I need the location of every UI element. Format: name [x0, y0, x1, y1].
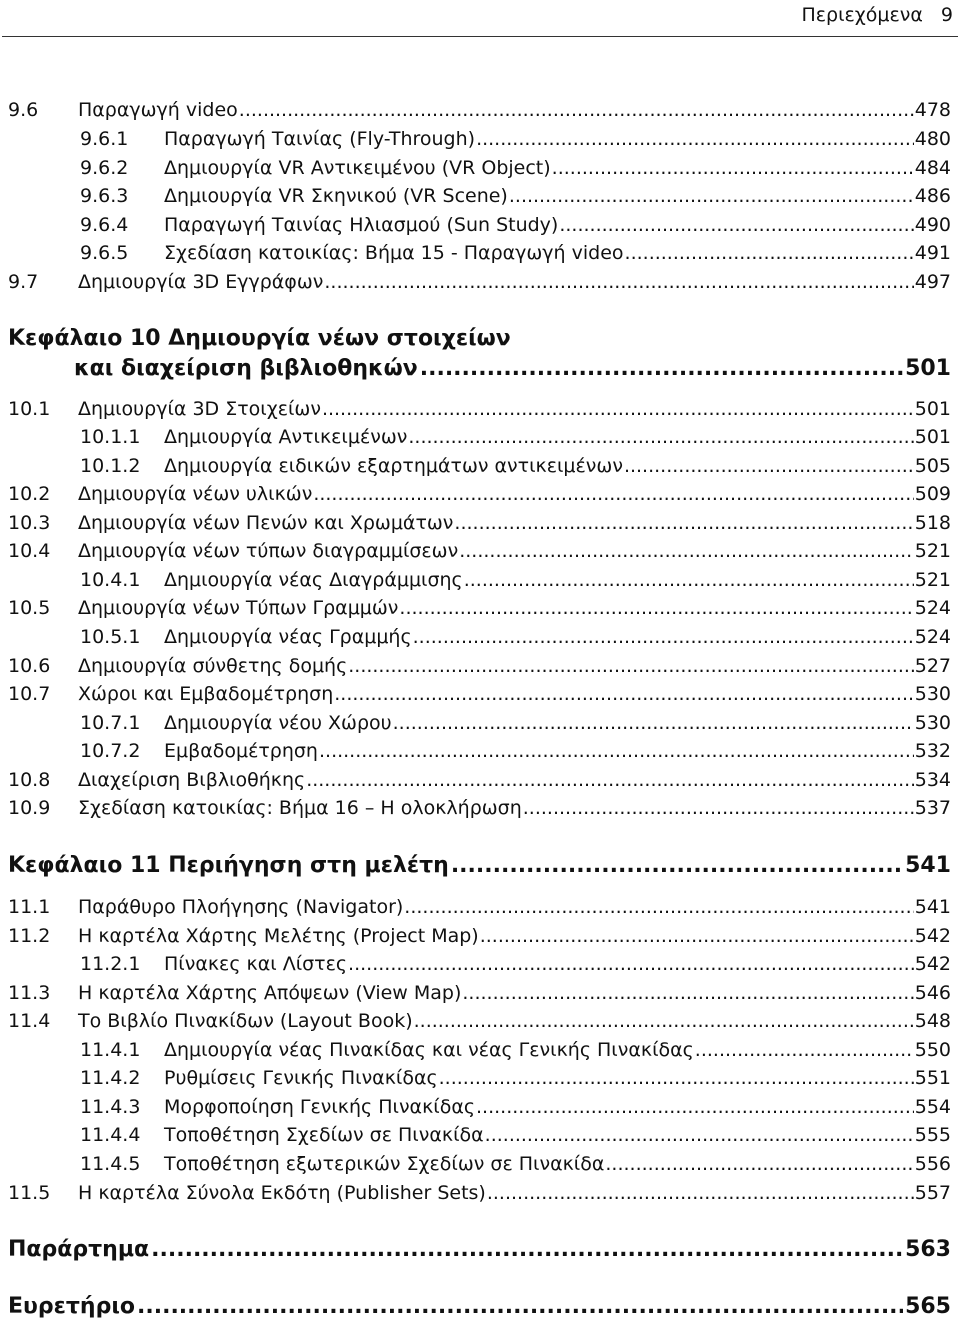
toc-entry[interactable] — [0, 566, 951, 594]
entry-page: 478 — [914, 99, 951, 121]
toc-entry[interactable] — [0, 709, 951, 737]
entry-number: 10.4.1 — [80, 569, 141, 591]
entry-title: Η καρτέλα Σύνολα Εκδότη (Publisher Sets) — [78, 1182, 486, 1204]
chapter-heading[interactable] — [8, 324, 951, 384]
chapter-page: 541 — [905, 853, 951, 878]
entry-page: 541 — [914, 896, 951, 918]
page-header — [0, 2, 953, 28]
entry-number: 11.4.3 — [80, 1096, 141, 1118]
entry-title: Εμβαδομέτρηση — [164, 740, 318, 762]
dot-leader — [413, 623, 914, 651]
toc-entry[interactable] — [0, 395, 951, 423]
dot-leader — [239, 96, 914, 124]
toc-entry[interactable] — [0, 1007, 951, 1035]
toc-entry[interactable] — [0, 154, 951, 182]
index-title: Ευρετήριο — [8, 1294, 136, 1319]
toc-entry[interactable] — [0, 268, 951, 296]
entry-number: 9.6.1 — [80, 128, 129, 150]
toc-entry[interactable] — [0, 96, 951, 124]
entry-page: 486 — [914, 185, 951, 207]
entry-number: 9.6 — [8, 99, 39, 121]
entry-title: Τοποθέτηση Σχεδίων σε Πινακίδα — [164, 1124, 484, 1146]
entry-page: 542 — [914, 925, 951, 947]
entry-number: 11.3 — [8, 982, 51, 1004]
entry-title: Δημιουργία νέων τύπων διαγραμμίσεων — [78, 540, 459, 562]
entry-title: Η καρτέλα Χάρτης Απόψεων (View Map) — [78, 982, 462, 1004]
header-page-number: 9 — [940, 4, 953, 26]
toc-entry[interactable] — [0, 950, 951, 978]
entry-number: 10.7.2 — [80, 740, 141, 762]
entry-page: 546 — [914, 982, 951, 1004]
toc-entry[interactable] — [0, 766, 951, 794]
entry-number: 9.6.4 — [80, 214, 129, 236]
entry-number: 10.5 — [8, 597, 51, 619]
entry-number: 10.2 — [8, 483, 51, 505]
entry-page: 527 — [914, 655, 951, 677]
dot-leader — [399, 594, 913, 622]
toc-entry[interactable] — [0, 737, 951, 765]
entry-number: 10.8 — [8, 769, 51, 791]
entry-page: 501 — [914, 426, 951, 448]
chapter-page: 501 — [905, 356, 951, 381]
entry-number: 10.1.2 — [80, 455, 141, 477]
entry-title: Δημιουργία νέας Γραμμής — [164, 626, 412, 648]
entry-number: 11.4.4 — [80, 1124, 141, 1146]
toc-entry[interactable] — [0, 652, 951, 680]
entry-number: 11.4.1 — [80, 1039, 141, 1061]
dot-leader — [313, 480, 913, 508]
dot-leader — [306, 766, 914, 794]
toc-entry[interactable] — [0, 452, 951, 480]
toc-entry[interactable] — [0, 125, 951, 153]
chapter-title: Κεφάλαιο 11 Περιήγηση στη μελέτη — [8, 853, 449, 878]
entry-title: Πίνακες και Λίστες — [164, 953, 348, 975]
entry-number: 11.4 — [8, 1010, 51, 1032]
toc-entry[interactable] — [0, 537, 951, 565]
entry-title: Δημιουργία 3D Εγγράφων — [78, 271, 324, 293]
toc-entry[interactable] — [0, 1121, 951, 1149]
entry-page: 521 — [914, 540, 951, 562]
dot-leader — [624, 452, 914, 480]
entry-page: 556 — [914, 1153, 951, 1175]
entry-title: Μορφοποίηση Γενικής Πινακίδας — [164, 1096, 476, 1118]
entry-title: Παραγωγή Ταινίας Ηλιασμού (Sun Study) — [164, 214, 559, 236]
entry-title: Δημιουργία VR Αντικειμένου (VR Object) — [164, 157, 551, 179]
header-rule — [2, 36, 958, 37]
entry-title: Παραγωγή video — [78, 99, 238, 121]
dot-leader — [334, 680, 913, 708]
entry-page: 550 — [914, 1039, 951, 1061]
entry-number: 10.7 — [8, 683, 51, 705]
dot-leader — [348, 950, 914, 978]
entry-title: Τοποθέτηση εξωτερικών Σχεδίων σε Πινακίδα — [164, 1153, 605, 1175]
entry-title: Δημιουργία νέου Χώρου — [164, 712, 392, 734]
entry-number: 9.6.2 — [80, 157, 129, 179]
entry-page: 524 — [914, 597, 951, 619]
toc-entry[interactable] — [0, 1179, 951, 1207]
entry-number: 11.4.5 — [80, 1153, 141, 1175]
dot-leader — [137, 1292, 903, 1322]
entry-page: 497 — [914, 271, 951, 293]
entry-title: Παραγωγή Ταινίας (Fly-Through) — [164, 128, 476, 150]
dot-leader — [625, 239, 914, 267]
entry-title: Δημιουργία νέας Πινακίδας και νέας Γενικής Πινακίδας — [164, 1039, 694, 1061]
entry-page: 542 — [914, 953, 951, 975]
entry-page: 480 — [914, 128, 951, 150]
entry-page: 484 — [914, 157, 951, 179]
dot-leader — [420, 354, 903, 384]
dot-leader — [348, 652, 914, 680]
entry-title: Παράθυρο Πλοήγησης (Navigator) — [78, 896, 404, 918]
index-heading[interactable] — [8, 1292, 951, 1322]
dot-leader — [523, 794, 914, 822]
dot-leader — [459, 537, 914, 565]
toc-entry[interactable] — [0, 794, 951, 822]
entry-number: 11.5 — [8, 1182, 51, 1204]
entry-number: 10.7.1 — [80, 712, 141, 734]
dot-leader — [487, 1179, 914, 1207]
entry-title: Η καρτέλα Χάρτης Μελέτης (Project Map) — [78, 925, 479, 947]
toc-entry[interactable] — [0, 1064, 951, 1092]
entry-number: 11.2 — [8, 925, 51, 947]
dot-leader — [605, 1150, 913, 1178]
entry-title: Δημιουργία νέας Διαγράμμισης — [164, 569, 463, 591]
toc-entry[interactable] — [0, 211, 951, 239]
entry-page: 534 — [914, 769, 951, 791]
appendix-title: Παράρτημα — [8, 1237, 150, 1262]
entry-title: Δημιουργία νέων Τύπων Γραμμών — [78, 597, 399, 619]
toc-entry[interactable] — [0, 1093, 951, 1121]
entry-page: 530 — [914, 712, 951, 734]
entry-page: 537 — [914, 797, 951, 819]
dot-leader — [464, 566, 914, 594]
dot-leader — [404, 893, 913, 921]
toc-entry[interactable] — [0, 239, 951, 267]
toc-entry[interactable] — [0, 979, 951, 1007]
entry-number: 9.7 — [8, 271, 39, 293]
appendix-heading[interactable] — [8, 1235, 951, 1265]
dot-leader — [414, 1007, 914, 1035]
entry-page: 530 — [914, 683, 951, 705]
entry-title: Δημιουργία νέων Πενών και Χρωμάτων — [78, 512, 454, 534]
entry-title: Δημιουργία Αντικειμένων — [164, 426, 408, 448]
dot-leader — [151, 1235, 903, 1265]
chapter-title: Κεφάλαιο 10 Δημιουργία νέων στοιχείων — [8, 326, 511, 351]
entry-page: 557 — [914, 1182, 951, 1204]
entry-page: 501 — [914, 398, 951, 420]
toc-entry[interactable] — [0, 922, 951, 950]
entry-page: 554 — [914, 1096, 951, 1118]
toc-entry[interactable] — [0, 182, 951, 210]
toc-entry[interactable] — [0, 623, 951, 651]
entry-number: 10.9 — [8, 797, 51, 819]
entry-number: 10.1 — [8, 398, 51, 420]
dot-leader — [324, 268, 913, 296]
toc-entry[interactable] — [0, 1150, 951, 1178]
entry-number: 11.2.1 — [80, 953, 141, 975]
dot-leader — [485, 1121, 914, 1149]
entry-title: Δημιουργία 3D Στοιχείων — [78, 398, 321, 420]
dot-leader — [559, 211, 913, 239]
dot-leader — [480, 922, 914, 950]
dot-leader — [695, 1036, 914, 1064]
toc-entry[interactable] — [0, 509, 951, 537]
entry-page: 524 — [914, 626, 951, 648]
entry-title: Διαχείριση Βιβλιοθήκης — [78, 769, 306, 791]
entry-number: 10.1.1 — [80, 426, 141, 448]
entry-title: Το Βιβλίο Πινακίδων (Layout Book) — [78, 1010, 413, 1032]
entry-number: 11.1 — [8, 896, 51, 918]
entry-title: Δημιουργία ειδικών εξαρτημάτων αντικειμένων — [164, 455, 623, 477]
entry-title: Σχεδίαση κατοικίας: Βήμα 15 - Παραγωγή video — [164, 242, 624, 264]
entry-number: 10.3 — [8, 512, 51, 534]
entry-page: 555 — [914, 1124, 951, 1146]
entry-title: Δημιουργία νέων υλικών — [78, 483, 313, 505]
entry-title: Δημιουργία σύνθετης δομής — [78, 655, 348, 677]
entry-page: 551 — [914, 1067, 951, 1089]
header-title: Περιεχόμενα — [801, 4, 923, 26]
dot-leader — [408, 423, 913, 451]
entry-number: 10.5.1 — [80, 626, 141, 648]
toc-entry[interactable] — [0, 480, 951, 508]
entry-page: 518 — [914, 512, 951, 534]
toc-entry[interactable] — [0, 1036, 951, 1064]
dot-leader — [322, 395, 914, 423]
entry-page: 521 — [914, 569, 951, 591]
entry-page: 532 — [914, 740, 951, 762]
toc-entry[interactable] — [0, 680, 951, 708]
entry-page: 490 — [914, 214, 951, 236]
entry-number: 10.6 — [8, 655, 51, 677]
index-page: 565 — [905, 1294, 951, 1319]
entry-title: Χώροι και Εμβαδομέτρηση — [78, 683, 334, 705]
dot-leader — [454, 509, 913, 537]
dot-leader — [552, 154, 914, 182]
entry-title: Ρυθμίσεις Γενικής Πινακίδας — [164, 1067, 438, 1089]
entry-number: 9.6.3 — [80, 185, 129, 207]
toc-entry[interactable] — [0, 594, 951, 622]
chapter-subtitle: και διαχείριση βιβλιοθηκών — [74, 356, 418, 381]
dot-leader — [451, 851, 903, 881]
appendix-page: 563 — [905, 1237, 951, 1262]
toc-entry[interactable] — [0, 893, 951, 921]
dot-leader — [393, 709, 914, 737]
dot-leader — [476, 125, 914, 153]
entry-number: 10.4 — [8, 540, 51, 562]
entry-number: 9.6.5 — [80, 242, 129, 264]
entry-number: 11.4.2 — [80, 1067, 141, 1089]
dot-leader — [509, 182, 914, 210]
entry-title: Σχεδίαση κατοικίας: Βήμα 16 – Η ολοκλήρωση — [78, 797, 522, 819]
toc-entry[interactable] — [0, 423, 951, 451]
entry-title: Δημιουργία VR Σκηνικού (VR Scene) — [164, 185, 508, 207]
entry-page: 509 — [914, 483, 951, 505]
dot-leader — [476, 1093, 914, 1121]
entry-page: 548 — [914, 1010, 951, 1032]
dot-leader — [439, 1064, 914, 1092]
entry-page: 505 — [914, 455, 951, 477]
chapter-heading[interactable] — [8, 851, 951, 881]
dot-leader — [319, 737, 914, 765]
dot-leader — [462, 979, 913, 1007]
entry-page: 491 — [914, 242, 951, 264]
